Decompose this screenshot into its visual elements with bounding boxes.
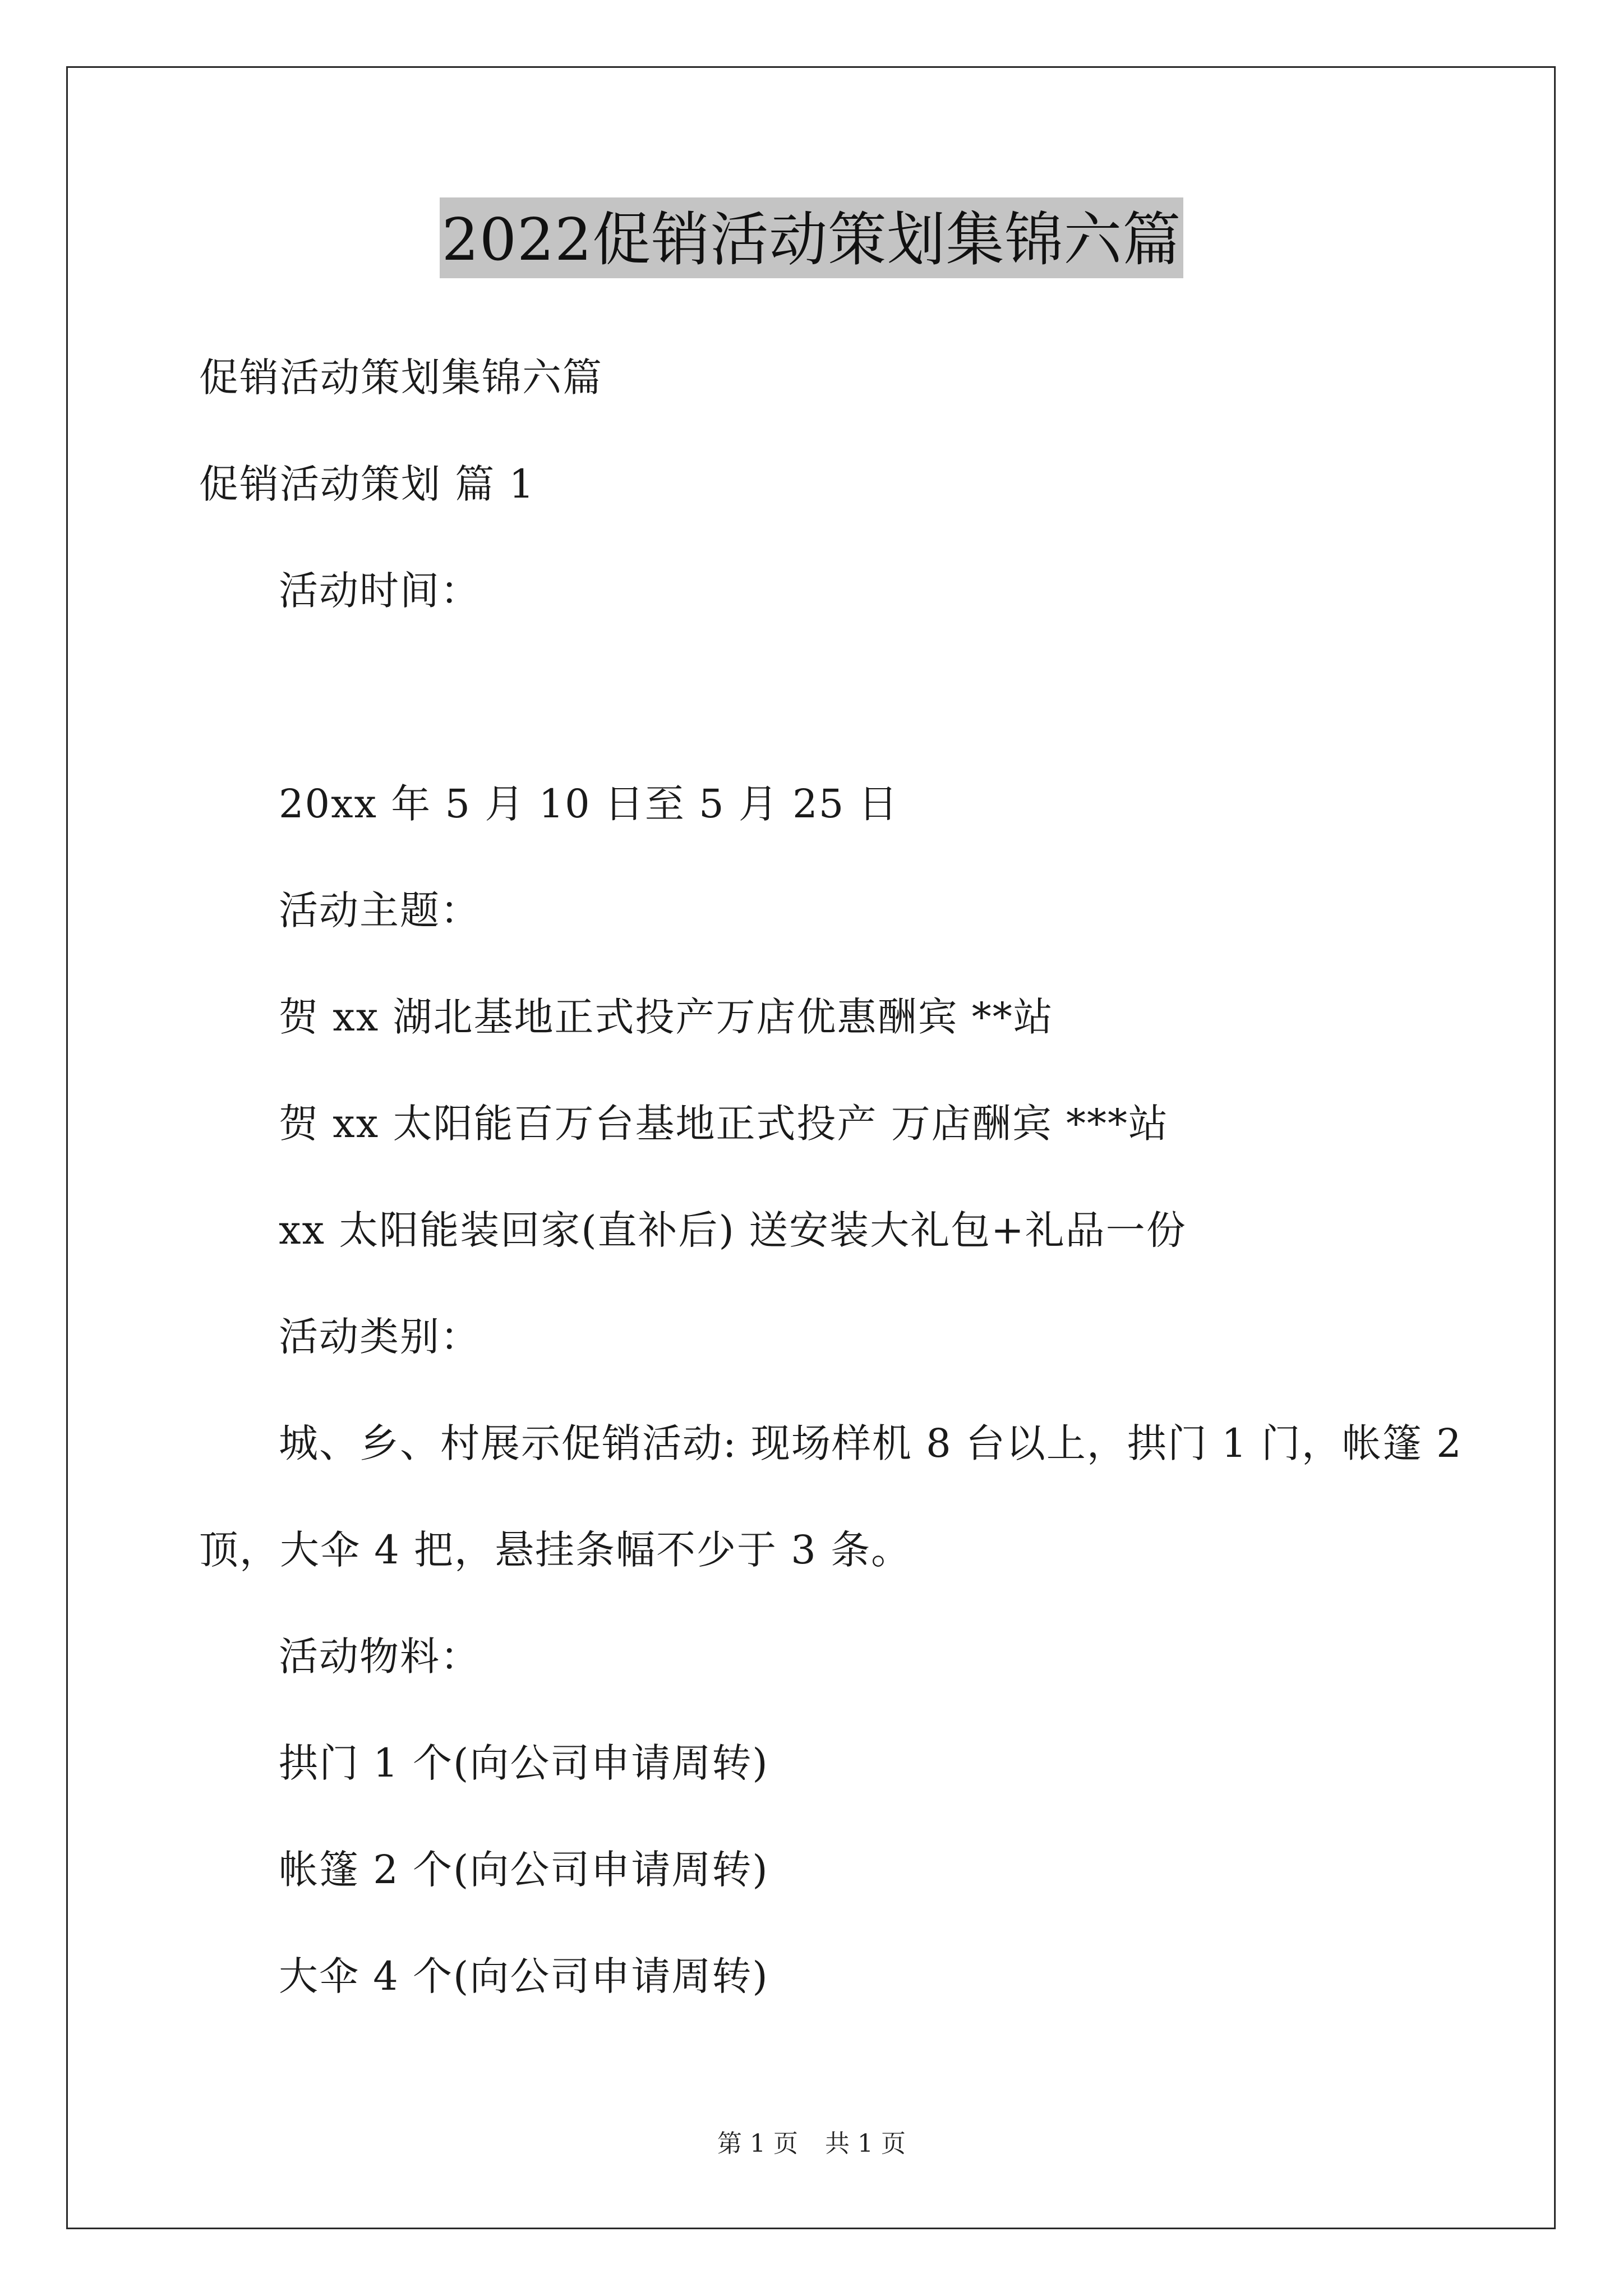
section-heading: 促销活动策划 篇 1 (199, 461, 536, 507)
title-container (0, 197, 1623, 278)
paragraph-line: xx 太阳能装回家(直补后) 送安装大礼包+礼品一份 (279, 1207, 1187, 1253)
page-footer (0, 2127, 1623, 2161)
doc-subtitle: 促销活动策划集锦六篇 (199, 355, 603, 401)
paragraph-line: 活动类别： (279, 1314, 481, 1360)
paragraph-line: 20xx 年 5 月 10 日至 5 月 25 日 (279, 781, 899, 827)
paragraph-line: 帐篷 2 个(向公司申请周转) (279, 1847, 769, 1893)
paragraph-line: 贺 xx 太阳能百万台基地正式投产 万店酬宾 ***站 (279, 1101, 1169, 1147)
page-number: 第 1 页 (717, 2129, 798, 2158)
paragraph-line: 活动物料： (279, 1634, 481, 1680)
document-title: 2022促销活动策划集锦六篇 (440, 197, 1184, 278)
paragraph-line: 活动主题： (279, 887, 481, 933)
page-total: 共 1 页 (825, 2129, 906, 2158)
paragraph-line: 城、乡、村展示促销活动: 现场样机 8 台以上，拱门 1 门，帐篷 2 (279, 1420, 1463, 1466)
paragraph-line: 大伞 4 个(向公司申请周转) (279, 1953, 769, 1999)
paragraph-line-continued: 顶，大伞 4 把，悬挂条幅不少于 3 条。 (199, 1527, 912, 1573)
paragraph-line: 活动时间： (279, 568, 481, 614)
paragraph-line: 拱门 1 个(向公司申请周转) (279, 1740, 769, 1786)
paragraph-line: 贺 xx 湖北基地正式投产万店优惠酬宾 **站 (279, 994, 1054, 1040)
